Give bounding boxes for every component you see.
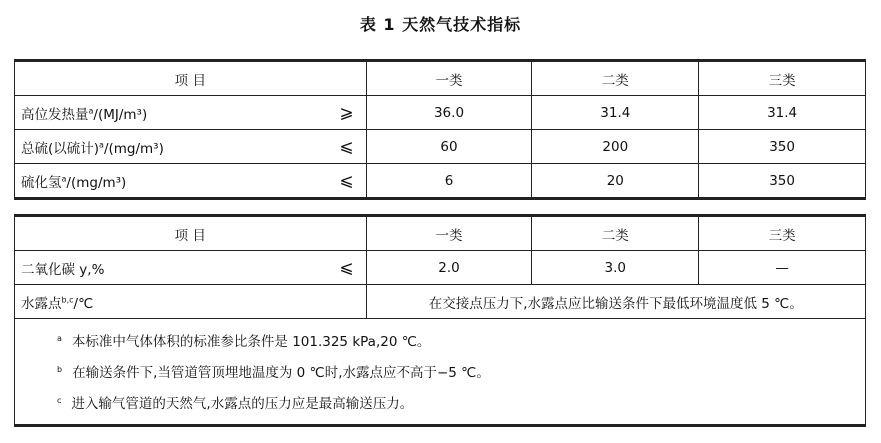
footnote-a (57, 330, 430, 350)
footnote-mark: a (61, 174, 67, 183)
row-label-cell (15, 96, 367, 130)
footnote-text: 在输送条件下,当管道管顶埋地温度为 0 ℃时,水露点应不高于−5 ℃。 (72, 365, 490, 381)
comparison-symbol: ⩾ (339, 102, 354, 123)
footnote-mark: a (99, 140, 104, 149)
spec-table-1 (14, 59, 866, 200)
table-header-row (15, 61, 866, 96)
header-class-2: 二类 (532, 61, 699, 96)
footnote-c (57, 392, 413, 412)
row-label-cell (15, 130, 367, 164)
header-class-1: 一类 (366, 217, 532, 251)
row-label: 总硫(以硫计) (21, 140, 100, 157)
footnote-mark: a (88, 106, 94, 115)
row-unit: /(mg/m³) (103, 140, 164, 157)
table-title: 表 1 天然气技术指标 (359, 15, 522, 34)
row-unit: /(MJ/m³) (93, 106, 148, 123)
row-label-cell (15, 285, 367, 319)
value-cell: 20 (532, 164, 699, 199)
comparison-symbol: ⩽ (339, 136, 354, 157)
footnote-mark: b (57, 364, 63, 374)
value-cell: 36.0 (366, 96, 532, 130)
value-cell: 350 (699, 130, 866, 164)
row-label: 水露点 (21, 295, 62, 312)
value-cell: 31.4 (532, 96, 699, 130)
footnote-text: 本标准中气体体积的标准参比条件是 101.325 kPa,20 ℃。 (71, 334, 431, 350)
header-class-3: 三类 (699, 217, 866, 251)
row-label: 二氧化碳 y,% (21, 261, 105, 278)
comparison-symbol: ⩽ (339, 257, 354, 278)
row-label: 高位发热量 (21, 106, 89, 123)
row-unit: /℃ (73, 295, 94, 312)
table-row (15, 164, 866, 199)
value-cell: 3.0 (532, 251, 699, 285)
footnote-mark: a (57, 333, 62, 343)
table-header-row (15, 217, 866, 251)
value-cell: 2.0 (366, 251, 532, 285)
header-item: 项 目 (15, 217, 367, 251)
value-cell: 200 (532, 130, 699, 164)
table-row (15, 130, 866, 164)
merged-value-cell: 在交接点压力下,水露点应比输送条件下最低环境温度低 5 ℃。 (366, 285, 865, 319)
header-item: 项 目 (15, 61, 367, 96)
value-cell: 60 (366, 130, 532, 164)
row-label: 硫化氢 (21, 174, 62, 191)
value-cell: — (699, 251, 866, 285)
comparison-symbol: ⩽ (339, 170, 354, 191)
footnote-text: 进入输气管道的天然气,水露点的压力应是最高输送压力。 (71, 396, 414, 412)
table-row (15, 285, 866, 319)
table-row (15, 96, 866, 130)
row-label-cell (15, 251, 367, 285)
table-row (15, 251, 866, 285)
value-cell: 350 (699, 164, 866, 199)
row-unit: /(mg/m³) (66, 174, 127, 191)
spec-table-2 (14, 217, 866, 319)
header-class-2: 二类 (532, 217, 699, 251)
footnote-mark: b,c (61, 295, 74, 304)
footnote-b (57, 361, 490, 381)
row-label-cell (15, 164, 367, 199)
value-cell: 31.4 (699, 96, 866, 130)
value-cell: 6 (366, 164, 532, 199)
header-class-3: 三类 (699, 61, 866, 96)
footnotes (14, 318, 866, 427)
footnote-mark: c (57, 395, 62, 405)
header-class-1: 一类 (366, 61, 532, 96)
